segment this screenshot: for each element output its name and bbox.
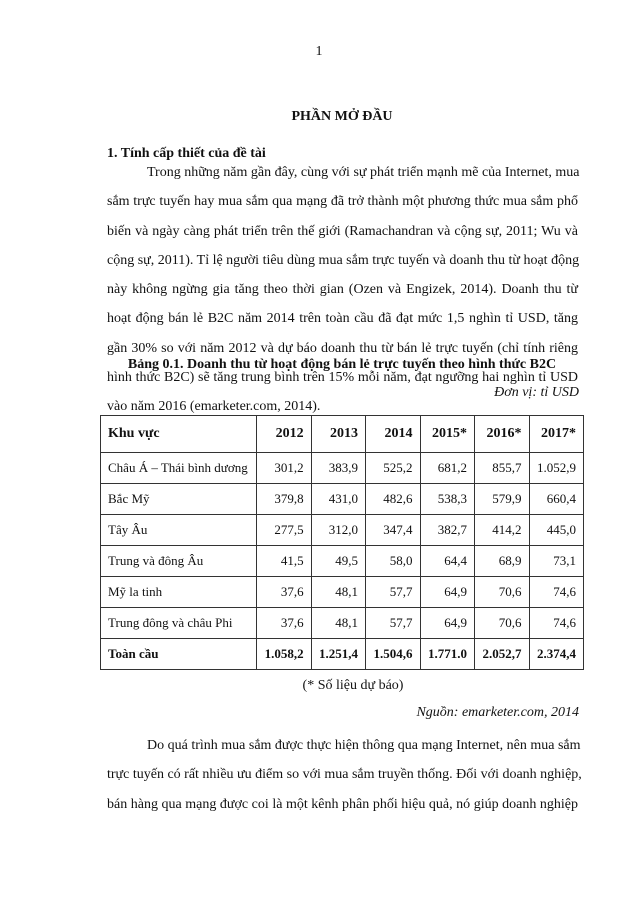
table-cell: 855,7 bbox=[475, 453, 529, 484]
paragraph-line: vào năm 2016 (emarketer.com, 2014). bbox=[107, 399, 321, 415]
table-cell: 64,9 bbox=[420, 577, 474, 608]
column-header: 2017* bbox=[529, 416, 584, 453]
column-header: 2012 bbox=[257, 416, 311, 453]
table-cell: 379,8 bbox=[257, 484, 311, 515]
table-cell: 41,5 bbox=[257, 546, 311, 577]
paragraph-line: biến và ngày càng phát triển trên thế giới (Ramachandran và cộng sự, 2011; Wu và bbox=[107, 223, 578, 239]
table-cell: 301,2 bbox=[257, 453, 311, 484]
unit-note: Đơn vị: tỉ USD bbox=[494, 385, 579, 400]
table-cell: 347,4 bbox=[366, 515, 420, 546]
paragraph-line: hoạt động bán lẻ B2C năm 2014 trên toàn cầu đã đạt mức 1,5 nghìn tỉ USD, tăng bbox=[107, 311, 578, 327]
forecast-note: (* Số liệu dự báo) bbox=[302, 678, 404, 693]
table-header-row bbox=[101, 416, 584, 453]
table-cell: 1.052,9 bbox=[529, 453, 584, 484]
table-cell: 431,0 bbox=[311, 484, 365, 515]
table-row bbox=[101, 577, 584, 608]
paragraph-line: Trong những năm gần đây, cùng với sự phát triển mạnh mẽ của Internet, mua bbox=[147, 165, 580, 180]
table-cell: Bắc Mỹ bbox=[101, 484, 257, 515]
table-cell: Mỹ la tinh bbox=[101, 577, 257, 608]
table-cell: 68,9 bbox=[475, 546, 529, 577]
column-header: Khu vực bbox=[101, 416, 257, 453]
table-cell: 1.771.0 bbox=[420, 639, 474, 670]
table-cell: 1.058,2 bbox=[257, 639, 311, 670]
section-heading: 1. Tính cấp thiết của đề tài bbox=[107, 146, 266, 161]
table-cell: 445,0 bbox=[529, 515, 584, 546]
paragraph-line: sắm trực tuyến hay mua sắm qua mạng đã trở thành một phương thức mua sắm phổ bbox=[107, 194, 578, 210]
table-row bbox=[101, 453, 584, 484]
table-cell: 64,9 bbox=[420, 608, 474, 639]
table-cell: 482,6 bbox=[366, 484, 420, 515]
table-cell: 2.374,4 bbox=[529, 639, 584, 670]
table-cell: 382,7 bbox=[420, 515, 474, 546]
table-total-row bbox=[101, 639, 584, 670]
table-cell: 579,9 bbox=[475, 484, 529, 515]
table-cell: 37,6 bbox=[257, 608, 311, 639]
table-cell: Trung đông và châu Phi bbox=[101, 608, 257, 639]
table-cell: 74,6 bbox=[529, 608, 584, 639]
table-cell: 64,4 bbox=[420, 546, 474, 577]
table-cell: 681,2 bbox=[420, 453, 474, 484]
table-cell: 538,3 bbox=[420, 484, 474, 515]
table-cell: 48,1 bbox=[311, 608, 365, 639]
table-caption: Bảng 0.1. Doanh thu từ hoạt động bán lẻ trực tuyến theo hình thức B2C bbox=[127, 357, 557, 372]
paragraph-line: trực tuyến có rất nhiều ưu điểm so với mua sắm truyền thống. Đối với doanh nghiệp, bbox=[107, 767, 582, 783]
table-cell: 49,5 bbox=[311, 546, 365, 577]
table-row bbox=[101, 546, 584, 577]
paragraph-line: hình thức B2C) sẽ tăng trung bình trên 15% mỗi năm, đạt ngưỡng hai nghìn tỉ USD bbox=[107, 370, 578, 386]
table-cell: 57,7 bbox=[366, 608, 420, 639]
paragraph-line: bán hàng qua mạng được coi là một kênh phân phối hiệu quả, nó giúp doanh nghiệp bbox=[107, 796, 578, 812]
table-cell: 37,6 bbox=[257, 577, 311, 608]
table-row bbox=[101, 515, 584, 546]
paragraph-line: cộng sự, 2011). Tỉ lệ người tiêu dùng mua sắm trực tuyến và doanh thu từ hoạt động bbox=[107, 252, 580, 268]
paragraph-line: gần 30% so với năm 2012 và dự báo doanh thu từ bán lẻ trực tuyến (chỉ tính riêng bbox=[107, 340, 578, 356]
table-cell: Trung và đông Âu bbox=[101, 546, 257, 577]
table-cell: 277,5 bbox=[257, 515, 311, 546]
table-row bbox=[101, 484, 584, 515]
table-cell: 70,6 bbox=[475, 577, 529, 608]
revenue-table bbox=[100, 415, 584, 670]
table-row bbox=[101, 608, 584, 639]
table-cell: 48,1 bbox=[311, 577, 365, 608]
table-cell: 70,6 bbox=[475, 608, 529, 639]
column-header: 2014 bbox=[366, 416, 420, 453]
table-cell: 660,4 bbox=[529, 484, 584, 515]
table-cell: 73,1 bbox=[529, 546, 584, 577]
paragraph-line: Do quá trình mua sắm được thực hiện thông qua mạng Internet, nên mua sắm bbox=[147, 738, 581, 753]
table-cell: 1.251,4 bbox=[311, 639, 365, 670]
chapter-title: PHẦN MỞ ĐẦU bbox=[291, 109, 393, 124]
table-cell: 58,0 bbox=[366, 546, 420, 577]
table-cell: 2.052,7 bbox=[475, 639, 529, 670]
column-header: 2013 bbox=[311, 416, 365, 453]
paragraph-intro bbox=[107, 158, 578, 422]
table-cell: 414,2 bbox=[475, 515, 529, 546]
column-header: 2015* bbox=[420, 416, 474, 453]
source-note: Nguồn: emarketer.com, 2014 bbox=[416, 705, 579, 720]
table-cell: 312,0 bbox=[311, 515, 365, 546]
table-cell: Toàn cầu bbox=[101, 639, 257, 670]
page-number: 1 bbox=[315, 44, 323, 59]
table-cell: 74,6 bbox=[529, 577, 584, 608]
paragraph-advantages bbox=[107, 731, 582, 819]
table-cell: 525,2 bbox=[366, 453, 420, 484]
paragraph-line: này không ngừng gia tăng theo thời gian (Ozen và Engizek, 2014). Doanh thu từ bbox=[107, 282, 578, 298]
table-cell: 57,7 bbox=[366, 577, 420, 608]
table-cell: 383,9 bbox=[311, 453, 365, 484]
column-header: 2016* bbox=[475, 416, 529, 453]
table-cell: Châu Á – Thái bình dương bbox=[101, 453, 257, 484]
table-cell: 1.504,6 bbox=[366, 639, 420, 670]
table-cell: Tây Âu bbox=[101, 515, 257, 546]
